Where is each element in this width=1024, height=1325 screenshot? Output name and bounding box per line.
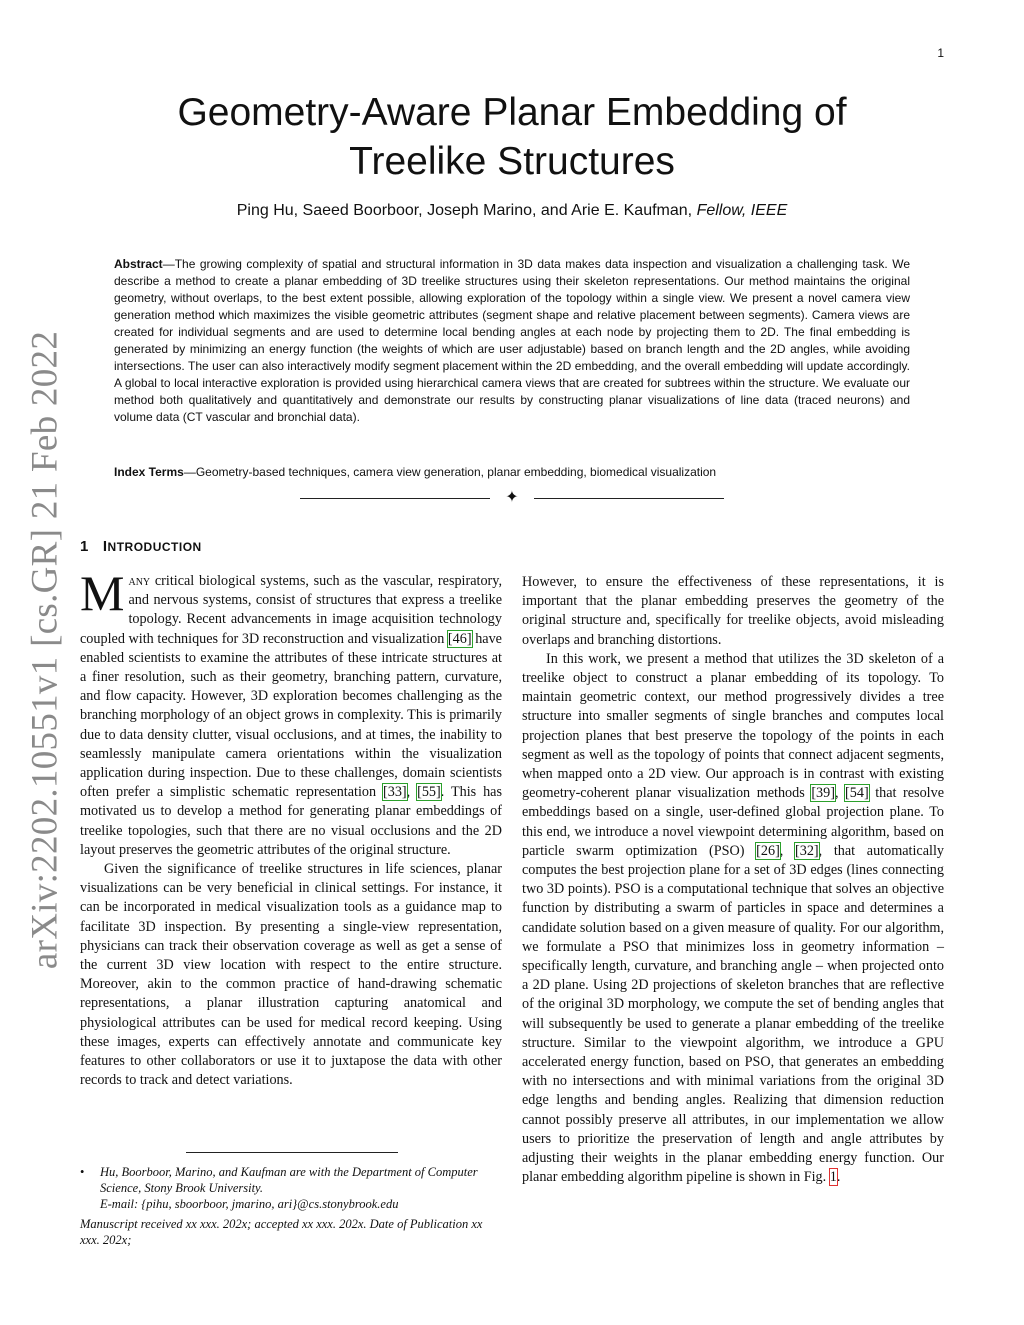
- citation-link-54[interactable]: [54]: [845, 785, 869, 802]
- citation-link-55[interactable]: [55]: [417, 784, 441, 801]
- author-affiliation-suffix: Fellow, IEEE: [696, 202, 788, 219]
- divider-diamond-icon: ✦: [505, 489, 519, 506]
- intro-text-a: critical biological systems, such as the vascular, respiratory, and nervous systems, consist of structures that express a treelike topology. Recent advancements in image acquisition technology coupled with techniques for 3D reconstruction and visualization: [80, 573, 502, 647]
- citation-link-39[interactable]: [39]: [811, 785, 835, 802]
- intro-text-j: .: [836, 1169, 841, 1186]
- drop-cap: M: [80, 565, 125, 621]
- section-title-rest: NTRODUCTION: [107, 540, 202, 554]
- index-terms-label: Index Terms: [114, 465, 184, 479]
- citation-link-33[interactable]: [33]: [383, 784, 407, 801]
- manuscript-note: Manuscript received xx xxx. 202x; accepted xx xxx. 202x. Date of Publication xx xxx. 202x;: [80, 1217, 483, 1247]
- citation-link-26[interactable]: [26]: [756, 842, 780, 859]
- intro-smallcaps: any: [128, 573, 151, 589]
- intro-paragraph-2: Given the significance of treelike structures in life sciences, planar visualizations can be very beneficial in clinical settings. For instance, it can be incorporated in medical visualization tools as a guidance map to facilitate 3D inspection. By presenting a single-view representation, physicians can track their observation coverage as well as get a sense of the current 3D view location with respect to the entire structure. Moreover, akin to the common practice of hand-drawing schematic representations, a planar illustration capturing anatomical and physiological attributes can be used for medical record keeping. Using these images, experts can effectively annotate and communicate key features to other collaborators or use it to juxtapose the data with other records to track and detect variations.: [80, 861, 502, 1089]
- section-number: 1: [80, 538, 89, 555]
- arxiv-stamp-text: arXiv:2202.10551v1 [cs.GR] 21 Feb 2022: [24, 330, 66, 970]
- intro-text-d: . This has motivated us to develop a method for generating planar embeddings of treelike topologies, such that there are no visual occlusions and the 2D layout preserves the geometric attributes of the original structure.: [80, 784, 502, 858]
- section-divider: [300, 488, 724, 508]
- index-terms-text: —Geometry-based techniques, camera view generation, planar embedding, biomedical visualization: [183, 465, 717, 479]
- intro-text-c: ,: [406, 784, 418, 801]
- intro-text-h: ,: [779, 842, 795, 859]
- author-list: [120, 202, 904, 220]
- footnote-rule: [186, 1152, 398, 1153]
- intro-text-b: have enabled scientists to examine the attributes of these intricate structures at a finer resolution, such as their geometry, branching pattern, curvature, and flow capacity. However, 3D exploration becomes challenging as the branching morphology of an object grows in complexity. This is primarily due to data density clutter, visual occlusions, and at times, the inability to seamlessly manipulate camera orientations within the visualization application during inspection. Due to these challenges, domain scientists often prefer a simplistic schematic representation: [80, 630, 502, 801]
- intro-text-e: In this work, we present a method that utilizes the 3D skeleton of a treelike object to construct a planar embedding of its topology. To maintain geometric context, our method progressively divides a tree structure into smaller segments of single branches and computes local projection planes that best preserve the topology of the points in each segment as well as the topology of points that connect adjacent segments, when mapped onto a 2D view. Our approach is in contrast with existing geometry-coherent planar visualization methods: [522, 650, 944, 802]
- intro-text-f: ,: [834, 785, 846, 802]
- abstract-text: —The growing complexity of spatial and structural information in 3D data makes data inspection and visualization a challenging task. We describe a method to create a planar embedding of 3D treelike structures using their skeleton representations. Our method maintains the original geometry, without overlaps, to the best extent possible, allowing exploration of the topology within a single view. We present a novel camera view generation method which maximizes the visible geometric attributes (segment shape and relative placement between segments). Camera views are created for individual segments and are used to determine local bending angles at each node by projecting them to 2D. The final embedding is generated by minimizing an energy function (the weights of which are user adjustable) based on branch length and the 2D angles, while avoiding intersections. The user can also interactively modify segment placement within the 2D embedding, and the overall embedding will update accordingly. A global to local interactive exploration is provided using hierarchical camera views that are created for subtrees within the structure. We evaluate our method both qualitatively and quantitatively and demonstrate our results by constructing planar visualizations of line data (traced neurons) and volume data (CT vascular and bronchial data).: [114, 257, 910, 424]
- abstract-label: Abstract: [114, 257, 163, 271]
- intro-paragraph-4: [522, 650, 944, 1188]
- intro-paragraph-1: [80, 565, 502, 860]
- author-names: Ping Hu, Saeed Boorboor, Joseph Marino, and Arie E. Kaufman,: [236, 202, 693, 219]
- intro-text-i: , that automatically computes the best projection plane for a set of 3D edges (lines connecting two 3D points). PSO is a computational technique that solves an objective function by distributing a swarm of particles in space and determines a candidate solution based on a given measure of quality. For our algorithm, we formulate a PSO that minimizes loss in geometry information – specifically length, curvature, and branching angle – when projected onto a 2D plane. Using 2D projections of skeleton branches that are reflective of the original 3D morphology, we compute the set of bending angles that will subsequently be used to generate a planar embedding of the treelike structure. Similar to the viewpoint algorithm, we introduce a GPU accelerated energy function, based on PSO, that generates an embedding with no intersections and with minimal variations from the original 3D edge lengths and bending angles. Realizing that dimension reduction cannot possibly preserve all attributes, in our implementation we allow users to prioritize the preservation of length and angle attributes by adjusting their weights in the planar embedding energy function. Our planar embedding algorithm pipeline is shown in Fig.: [522, 842, 944, 1186]
- arxiv-stamp[interactable]: [14, 330, 76, 970]
- footnote-affiliation: Hu, Boorboor, Marino, and Kaufman are with the Department of Computer Science, Stony Brook University.: [100, 1165, 478, 1195]
- right-column: [522, 573, 944, 1188]
- index-terms: [114, 464, 910, 481]
- affiliation-footnote: [80, 1164, 502, 1212]
- section-title-initial: I: [102, 538, 108, 555]
- footnote-body: [100, 1164, 502, 1212]
- left-column: [80, 565, 502, 1090]
- citation-link-46[interactable]: [46]: [447, 630, 472, 647]
- figure-link-1[interactable]: 1: [829, 1169, 837, 1186]
- paper-title: Geometry-Aware Planar Embedding of Treelike Structures: [177, 91, 847, 183]
- footnote-email: E-mail: {pihu, sboorboor, jmarino, ari}@cs.stonybrook.edu: [100, 1197, 399, 1211]
- intro-paragraph-3: However, to ensure the effectiveness of these representations, it is important that the planar embedding preserves the geometry of the original structure and, specifically for treelike objects, avoid misleading overlaps and branching distortions.: [522, 574, 944, 648]
- divider-line-right: [534, 498, 724, 499]
- section-heading-introduction: [80, 538, 202, 555]
- abstract: [114, 256, 910, 426]
- intro-text-g: that resolve embeddings based on a single, user-defined global projection plane. To this end, we introduce a novel viewpoint determining algorithm, based on particle swarm optimization (PSO): [522, 785, 945, 859]
- page-number: 1: [937, 46, 944, 60]
- citation-link-32[interactable]: [32]: [795, 842, 819, 859]
- footnote-bullet: •: [80, 1165, 85, 1179]
- divider-line-left: [300, 498, 490, 499]
